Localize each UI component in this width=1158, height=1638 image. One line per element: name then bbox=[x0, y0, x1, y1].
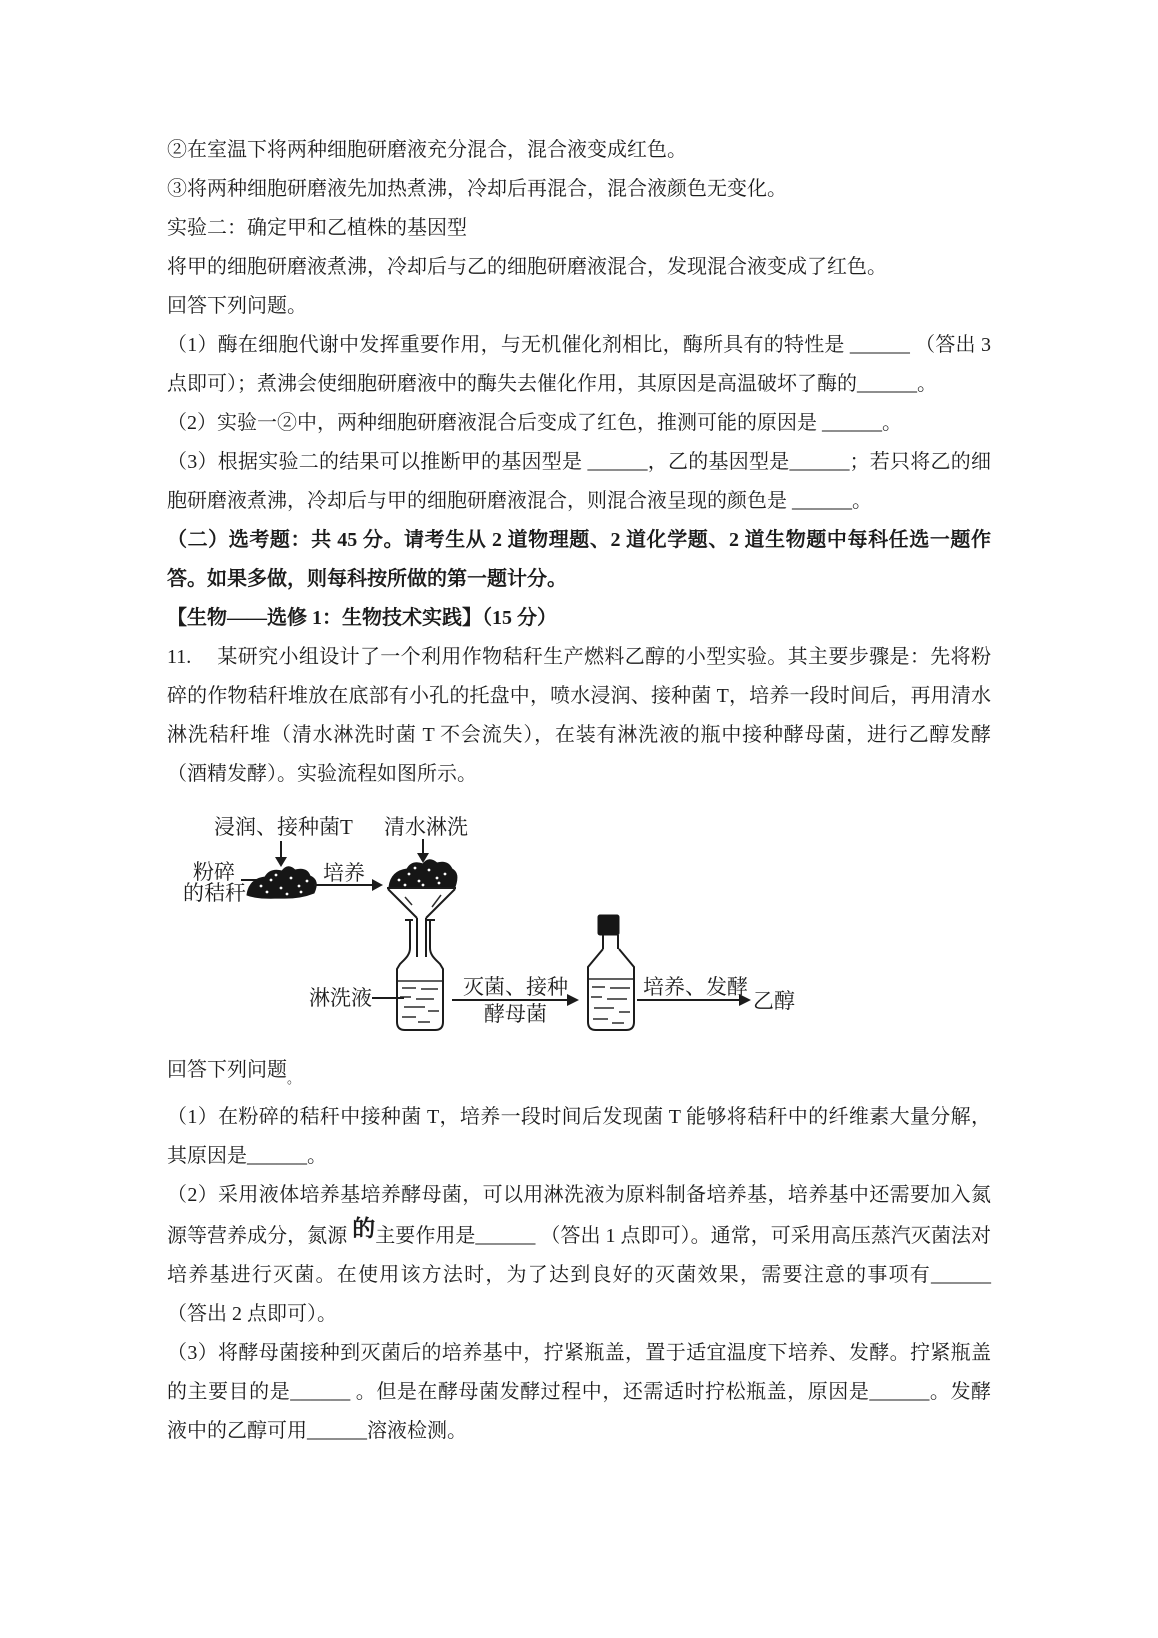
label-rinse-liquid: 淋洗液 bbox=[309, 986, 372, 1010]
arrow-down-icon bbox=[417, 839, 429, 863]
question-11-intro: 11. 某研究小组设计了一个利用作物秸秆生产燃料乙醇的小型实验。其主要步骤是：先将粉碎的作物秸秆堆放在底部有小孔的托盘中，喷水浸润、接种菌 T，培养一段时间后，再用清水淋洗秸秆堆（清水淋洗时菌 T 不会流失），在装有淋洗液的瓶中接种酵母菌，进行乙醇发酵（酒精发酵）。实验流程如图所示。 bbox=[167, 646, 991, 785]
label-culture-ferment: 培养、发酵 bbox=[643, 975, 748, 999]
label-culture: 培养 bbox=[323, 861, 365, 885]
arrow-down-icon bbox=[275, 841, 287, 867]
label-crushed-straw-2: 的秸秆 bbox=[183, 881, 246, 905]
question-11-3: （3）将酵母菌接种到灭菌后的培养基中，拧紧瓶盖，置于适宜温度下培养、发酵。拧紧瓶盖的主要目的是______ 。但是在酵母菌发酵过程中，还需适时拧松瓶盖，原因是______。发酵液中的乙醇可用______溶液检测。 bbox=[167, 1342, 991, 1442]
question-10-1: （1）酶在细胞代谢中发挥重要作用，与无机催化剂相比，酶所具有的特性是 ______ （答出 3 点即可）；煮沸会使细胞研磨液中的酶失去催化作用，其原因是高温破坏了酶的______。 bbox=[167, 334, 991, 395]
section-heading-optional-questions: （二）选考题：共 45 分。请考生从 2 道物理题、2 道化学题、2 道生物题中每科任选一题作答。如果多做，则每科按所做的第一题计分。 bbox=[167, 529, 991, 590]
module-title-biology-elective: 【生物——选修 1：生物技术实践】（15 分） bbox=[167, 607, 557, 629]
question-10-3: （3）根据实验二的结果可以推断甲的基因型是 ______，乙的基因型是______；若只将乙的细胞研磨液煮沸，冷却后与甲的细胞研磨液混合，则混合液呈现的颜色是 ______。 bbox=[167, 451, 991, 512]
funnel-icon bbox=[387, 888, 456, 957]
experiment-flow-diagram bbox=[171, 808, 821, 1046]
straw-pile-icon bbox=[247, 867, 316, 898]
question-11-2-post: 主要作用是______ （答出 1 点即可）。通常，可采用高压蒸汽灭菌法对培养基进行灭菌。在使用该方法时，为了达到良好的灭菌效果，需要注意的事项有______ （答出 2 点即可）。 bbox=[167, 1225, 992, 1325]
document-content bbox=[167, 131, 991, 1451]
paragraph-step3: ③将两种细胞研磨液先加热煮沸，冷却后再混合，混合液颜色无变化。 bbox=[167, 178, 787, 200]
label-sterilize-inoculate-2: 酵母菌 bbox=[484, 1002, 547, 1026]
question-11-2 bbox=[167, 1176, 991, 1334]
label-soak-inoculate: 浸润、接种菌T bbox=[214, 815, 353, 839]
label-sterilize-inoculate-1: 灭菌、接种 bbox=[463, 975, 568, 999]
paragraph-experiment2-title: 实验二：确定甲和乙植株的基因型 bbox=[167, 217, 467, 239]
label-ethanol: 乙醇 bbox=[753, 989, 795, 1013]
label-crushed-straw-1: 粉碎 bbox=[193, 860, 235, 884]
capped-bottle-icon bbox=[588, 915, 634, 1030]
question-11-2-emphasis: 的 bbox=[352, 1216, 376, 1241]
question-11-1: （1）在粉碎的秸秆中接种菌 T，培养一段时间后发现菌 T 能够将秸秆中的纤维素大量分解，其原因是______。 bbox=[167, 1106, 991, 1167]
paragraph-answer-prompt-2 bbox=[167, 1051, 991, 1098]
paragraph-answer-prompt-1: 回答下列问题。 bbox=[167, 295, 307, 317]
answer-prompt-text: 回答下列问题 bbox=[167, 1059, 287, 1081]
straw-pile-icon bbox=[389, 860, 457, 887]
bottle-icon bbox=[397, 920, 443, 1030]
question-11-2-pre: （2）采用液体培养基培养酵母菌，可以用淋洗液为原料制备培养基，培养基中还需要加入氮源等营养成分，氮源 bbox=[167, 1184, 991, 1247]
label-rinse: 清水淋洗 bbox=[384, 815, 468, 839]
paragraph-experiment2-desc: 将甲的细胞研磨液煮沸，冷却后与乙的细胞研磨液混合，发现混合液变成了红色。 bbox=[167, 256, 887, 278]
paragraph-step2: ②在室温下将两种细胞研磨液充分混合，混合液变成红色。 bbox=[167, 139, 687, 161]
answer-prompt-period: 。 bbox=[287, 1071, 301, 1086]
question-10-2: （2）实验一②中，两种细胞研磨液混合后变成了红色，推测可能的原因是 ______。 bbox=[167, 412, 902, 434]
